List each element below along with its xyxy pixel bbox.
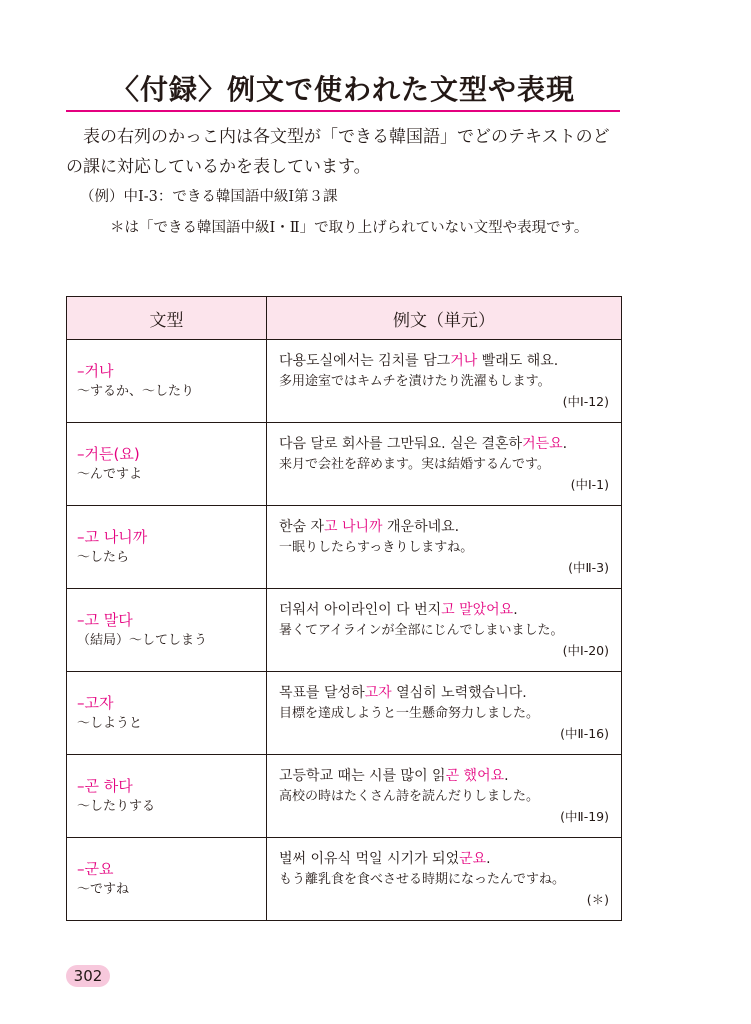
pattern-korean: –고자 — [77, 694, 114, 712]
example-cell — [267, 506, 622, 589]
example-japanese: 多用途室ではキムチを漬けたり洗濯もします。 — [279, 373, 551, 389]
unit-reference: (中Ⅱ-3) — [568, 559, 609, 575]
example-korean-text: 열심히 노력했습니다. — [391, 684, 527, 701]
asterisk-note: ＊は「できる韓国語中級Ⅰ・Ⅱ」で取り上げられていない文型や表現です。 — [110, 220, 589, 236]
example-cell — [267, 340, 622, 423]
example-korean-text: . — [486, 850, 491, 867]
unit-reference: (中Ⅰ-1) — [570, 476, 609, 492]
pattern-cell — [67, 755, 267, 838]
pattern-cell — [67, 423, 267, 506]
page-title: 〈付録〉例文で使われた文型や表現 — [66, 70, 620, 112]
example-cell — [267, 838, 622, 921]
example-korean-text: 벌써 이유식 먹일 시기가 되었 — [279, 850, 460, 867]
example-korean-text: 개운하네요. — [382, 518, 460, 535]
example-korean — [279, 600, 609, 621]
example-korean — [279, 351, 609, 372]
table-row — [67, 589, 622, 672]
example-cell — [267, 423, 622, 506]
table-row — [67, 340, 622, 423]
example-korean — [279, 434, 609, 455]
example-korean-text: 다음 달로 회사를 그만둬요. 실은 결혼하 — [279, 435, 523, 452]
pattern-korean: –고 나니까 — [77, 528, 148, 546]
pattern-cell — [67, 838, 267, 921]
pattern-korean: –곤 하다 — [77, 777, 133, 795]
example-korean-text: 다용도실에서는 김치를 담그 — [279, 352, 451, 369]
example-cell — [267, 589, 622, 672]
table-header-row — [67, 297, 622, 340]
example-korean-text: 한숨 자 — [279, 518, 325, 535]
unit-reference: (中Ⅰ-12) — [562, 393, 609, 409]
example-korean — [279, 849, 609, 870]
example-korean-highlight: 곤 했어요 — [445, 767, 505, 784]
example-korean — [279, 766, 609, 787]
pattern-japanese: ～ですね — [77, 882, 130, 897]
example-korean-highlight: 군요 — [459, 850, 487, 867]
example-korean-highlight: 거든요 — [522, 435, 563, 452]
example-korean-highlight: 거나 — [450, 352, 478, 369]
table-row — [67, 506, 622, 589]
example-korean-text: 고등학교 때는 시를 많이 읽 — [279, 767, 446, 784]
example-cell — [267, 672, 622, 755]
example-korean-text: . — [504, 767, 509, 784]
example-korean-highlight: 고 말았어요 — [441, 601, 514, 618]
pattern-japanese: ～したりする — [77, 799, 156, 814]
pattern-japanese: ～するか、～したり — [77, 384, 195, 399]
example-korean-text: . — [562, 435, 568, 452]
pattern-cell — [67, 672, 267, 755]
table-row — [67, 755, 622, 838]
header-example: 例文（単元） — [267, 297, 622, 340]
example-korean — [279, 517, 609, 538]
unit-reference: (中Ⅱ-16) — [560, 725, 609, 741]
pattern-cell — [67, 340, 267, 423]
pattern-japanese: ～しようと — [77, 716, 143, 731]
table-row — [67, 423, 622, 506]
unit-reference: (＊) — [586, 891, 609, 907]
pattern-korean: –거든(요) — [77, 445, 140, 463]
example-japanese: 高校の時はたくさん詩を読んだりしました。 — [279, 788, 540, 804]
pattern-japanese: （結局）～してしまう — [77, 633, 208, 648]
example-japanese: 暑くてアイラインが全部にじんでしまいました。 — [279, 622, 564, 638]
header-pattern: 文型 — [67, 297, 267, 340]
example-korean-text: 빨래도 해요. — [477, 352, 559, 369]
example-korean-text: 목표를 달성하 — [279, 684, 365, 701]
example-note: （例）中Ⅰ-3：できる韓国語中級Ⅰ第３課 — [80, 189, 338, 205]
pattern-korean: –군요 — [77, 860, 114, 878]
page-number: 302 — [66, 965, 110, 987]
pattern-japanese: ～したら — [77, 550, 130, 565]
table-row — [67, 838, 622, 921]
example-korean-text: . — [513, 601, 518, 618]
pattern-korean: –고 말다 — [77, 611, 133, 629]
grammar-table — [66, 296, 622, 921]
unit-reference: (中Ⅰ-20) — [562, 642, 609, 658]
example-japanese: 目標を達成しようと一生懸命努力しました。 — [279, 705, 540, 721]
pattern-cell — [67, 589, 267, 672]
table-row — [67, 672, 622, 755]
pattern-cell — [67, 506, 267, 589]
pattern-korean: –거나 — [77, 362, 114, 380]
example-japanese: 来月で会社を辞めます。実は結婚するんです。 — [279, 456, 550, 472]
example-cell — [267, 755, 622, 838]
example-korean-highlight: 고 나니까 — [324, 518, 383, 535]
pattern-japanese: ～んですよ — [77, 467, 143, 482]
example-korean-text: 더워서 아이라인이 다 번지 — [279, 601, 442, 618]
unit-reference: (中Ⅱ-19) — [560, 808, 609, 824]
example-korean — [279, 683, 609, 704]
example-japanese: 一眠りしたらすっきりしますね。 — [279, 539, 474, 555]
example-korean-highlight: 고자 — [364, 684, 392, 701]
example-japanese: もう離乳食を食べさせる時期になったんですね。 — [279, 871, 566, 887]
intro-paragraph: 表の右列のかっこ内は各文型が「できる韓国語」でどのテキストのどの課に対応しているかを表しています。 — [66, 127, 610, 177]
